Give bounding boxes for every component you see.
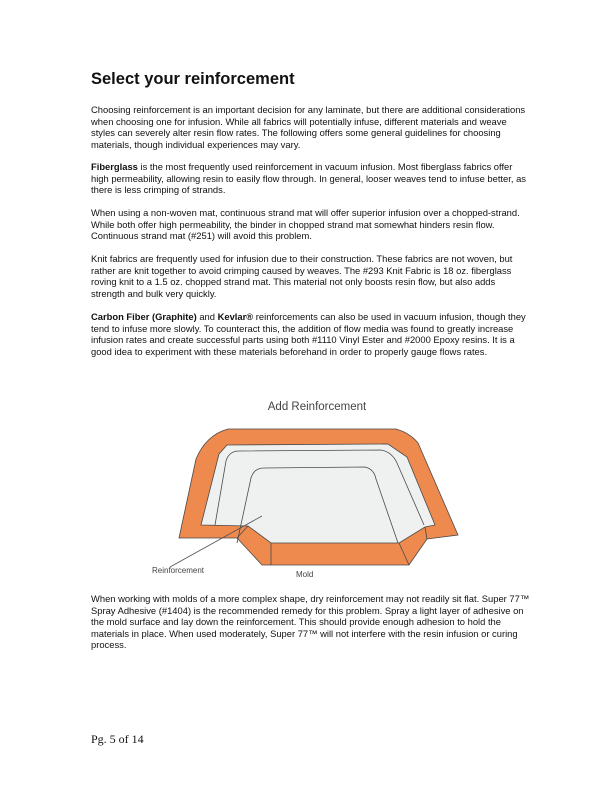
paragraph-text: When working with molds of a more complex shape, dry reinforcement may not readily sit flat. Super 77™ Spray Adhesive (#1404) is the recommended remedy for this problem. Spray a light layer of adhesive on the mold surface and lay down the reinforcement. This should provide enough adhesion to hold the materials in place. When used moderately, Super 77™ will not interfere with the resin infusion or curing process.: [91, 593, 530, 651]
paragraph-text: and: [196, 311, 218, 322]
carbon-kevlar-paragraph: [91, 311, 531, 357]
section-heading: Select your reinforcement: [91, 70, 295, 88]
knit-paragraph: [91, 253, 531, 299]
paragraph-text: is the most frequently used reinforcement in vacuum infusion. Most fiberglass fabrics offer high permeability, allowing resin to easily flow through. In general, looser weaves tend to infuse better, as there is less crimping of strands.: [91, 161, 526, 196]
page-number: Pg. 5 of 14: [91, 732, 144, 746]
paragraph-text: Knit fabrics are frequently used for infusion due to their construction. These fabrics are not woven, but rather are knit together to avoid crimping caused by weaves. The #293 Knit Fabric is 18 oz. fiberglass roving knit to a 1.5 oz. chopped strand mat. This material not only boosts resin flow, but also adds strength and bulk very quickly.: [91, 253, 513, 299]
diagram-title: Add Reinforcement: [267, 401, 367, 413]
paragraph-text: When using a non-woven mat, continuous strand mat will offer superior infusion over a chopped-strand. While both offer high permeability, the binder in chopped strand mat somewhat hinders resin flow. Continuous strand mat (#251) will avoid this problem.: [91, 207, 520, 242]
mold-label: Mold: [296, 570, 314, 579]
fiberglass-paragraph: [91, 161, 531, 196]
paragraph-text: reinforcements can also be used in vacuum infusion, though they tend to infuse more slowly. To counteract this, the addition of flow media was found to greatly increase infusion rates and create successful parts using both #1110 Vinyl Ester and #2000 Epoxy resins. It is a good idea to experiment with these materials beforehand in order to properly gauge flows rates.: [91, 311, 526, 357]
bold-term: Fiberglass: [91, 161, 138, 172]
adhesive-paragraph: [91, 593, 531, 651]
reinforcement-label: Reinforcement: [152, 566, 205, 575]
paragraph-text: Choosing reinforcement is an important decision for any laminate, but there are additional considerations when choosing one for infusion. While all fabrics will potentially infuse, different materials and weave styles can severely alter resin flow rates. The following offers some general guidelines for choosing materials, though individual experiences may vary.: [91, 104, 526, 150]
intro-paragraph: [91, 104, 531, 150]
bold-term: Carbon Fiber (Graphite): [91, 311, 197, 322]
add-reinforcement-diagram: [140, 395, 480, 595]
bold-term: Kevlar®: [217, 311, 254, 322]
mat-paragraph: [91, 207, 531, 242]
